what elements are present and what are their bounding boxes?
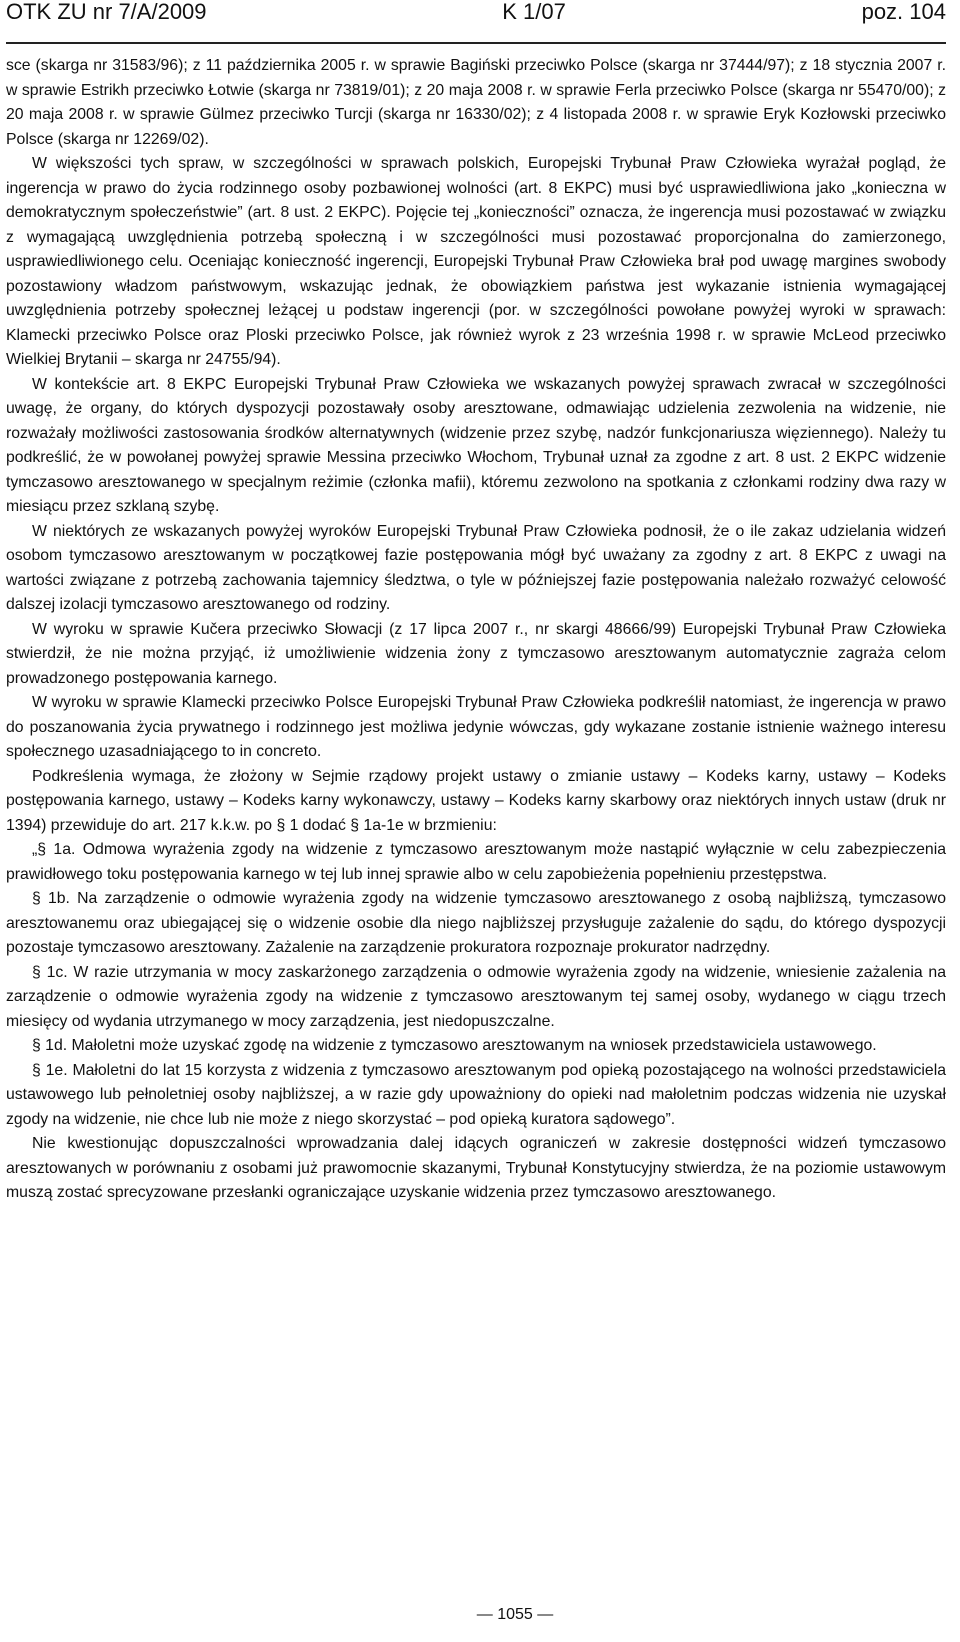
paragraph: sce (skarga nr 31583/96); z 11 października 2005 r. w sprawie Bagiński przeciwko Polsce (skarga nr 37444/97); z 18 stycznia 2007 r. w sprawie Estrikh przeciwko Łotwie (skarga nr 73819/01); z 20 maja 2008 r. w sprawie Ferla przeciwko Polsce (skarga nr 55470/00); z 20 maja 2008 r. w sprawie Gülmez przeciwko Turcji (skarga nr 16330/02); z 4 listopada 2008 r. w sprawie Eryk Kozłowski przeciwko Polsce (skarga nr 12269/02).: [6, 57, 946, 148]
paragraph: § 1d. Małoletni może uzyskać zgodę na widzenie z tymczasowo aresztowanym na wniosek przedstawiciela ustawowego.: [32, 1037, 877, 1054]
paragraph: § 1e. Małoletni do lat 15 korzysta z widzenia z tymczasowo aresztowanym pod opieką pozostającego na wolności przedstawiciela ustawowego lub pełnoletniej osoby najbliższej, a w razie gdy upoważniony do opieki nad małoletnim podczas widzenia nie uzyskał zgody na widzenie, nie chce lub nie może z niego skorzystać – pod opieką kuratora sądowego”.: [6, 1061, 946, 1128]
journal-reference: OTK ZU nr 7/A/2009: [6, 0, 207, 24]
paragraph: W większości tych spraw, w szczególności w sprawach polskich, Europejski Trybunał Praw Człowieka wyrażał pogląd, że ingerencja w prawo do życia rodzinnego osoby pozbawionej wolności (art. 8 EKPC) musi być usprawiedliwiona jako „konieczna w demokratycznym społeczeństwie” (art. 8 ust. 2 EKPC). Pojęcie tej „konieczności” oznacza, że ingerencja musi pozostawać w związku z wymagającą uwzględnienia potrzebą społeczną i w szczególności musi pozostawać proporcjonalna do zamierzonego, usprawiedliwionego celu. Oceniając konieczność ingerencji, Europejski Trybunał Praw Człowieka brał pod uwagę margines swobody pozostawiony władzom państwowym, wskazując jednak, że obowiązkiem państwa jest wykazanie istnienia wymagającej uwzględnienia potrzeby społecznej leżącej u podstaw ingerencji (por. w szczególności powołane powyżej wyroki w sprawach: Klamecki przeciwko Polsce oraz Ploski przeciwko Polsce, jak również wyrok z 23 września 1998 r. w sprawie McLeod przeciwko Wielkiej Brytanii – skarga nr 24755/94).: [6, 155, 946, 368]
position-number: poz. 104: [861, 0, 946, 24]
page-header: [6, 0, 946, 44]
paragraph: W niektórych ze wskazanych powyżej wyroków Europejski Trybunał Praw Człowieka podnosił, że o ile zakaz udzielania widzeń osobom tymczasowo aresztowanym w początkowej fazie postępowania mógł być uważany za zgodny z art. 8 EKPC z uwagi na wartości związane z potrzebą zachowania tajemnicy śledztwa, o tyle w późniejszej fazie postępowania należało rozważyć celowość dalszej izolacji tymczasowo aresztowanego od rodziny.: [6, 522, 946, 613]
paragraph: W wyroku w sprawie Klamecki przeciwko Polsce Europejski Trybunał Praw Człowieka podkreślił natomiast, że ingerencja w prawo do poszanowania życia prywatnego i rodzinnego jest możliwa jedynie wówczas, gdy wykazane zostanie istnienie ważnego interesu społecznego uzasadniającego to in concreto.: [6, 694, 946, 760]
document-body: [6, 54, 946, 1206]
page-number: — 1055 —: [476, 1606, 554, 1623]
paragraph: § 1b. Na zarządzenie o odmowie wyrażenia zgody na widzenie tymczasowo aresztowanego z osobą najbliższą, tymczasowo aresztowanemu oraz ubiegającej się o widzenie osobie dla niego najbliższej przysługuje zażalenie do sądu, do którego dyspozycji pozostaje tymczasowo aresztowany. Zażalenie na zarządzenie prokuratora rozpoznaje prokurator nadrzędny.: [6, 890, 946, 956]
case-number: K 1/07: [502, 0, 566, 24]
paragraph: § 1c. W razie utrzymania w mocy zaskarżonego zarządzenia o odmowie wyrażenia zgody na widzenie, wniesienie zażalenia na zarządzenie o odmowie wyrażenia zgody na widzenie z tymczasowo aresztowanym tej samej osoby, wydanego w ciągu trzech miesięcy od wydania utrzymanego w mocy zarządzenia, jest niedopuszczalne.: [6, 963, 946, 1030]
paragraph: Nie kwestionując dopuszczalności wprowadzania dalej idących ograniczeń w zakresie dostępności widzeń tymczasowo aresztowanych w porównaniu z osobami już prawomocnie skazanymi, Trybunał Konstytucyjny stwierdza, że na poziomie ustawowym muszą zostać sprecyzowane przesłanki ograniczające uzyskanie widzenia przez tymczasowo aresztowanego.: [6, 1135, 946, 1201]
paragraph: „§ 1a. Odmowa wyrażenia zgody na widzenie z tymczasowo aresztowanym może nastąpić wyłącznie w celu zabezpieczenia prawidłowego toku postępowania karnego w tej lub innej sprawie albo w celu zapobieżenia popełnieniu przestępstwa.: [6, 841, 946, 883]
paragraph: Podkreślenia wymaga, że złożony w Sejmie rządowy projekt ustawy o zmianie ustawy – Kodeks karny, ustawy – Kodeks postępowania karnego, ustawy – Kodeks karny wykonawczy, ustawy – Kodeks karny skarbowy oraz niektórych innych ustaw (druk nr 1394) przewiduje do art. 217 k.k.w. po § 1 dodać § 1a-1e w brzmieniu:: [6, 767, 946, 834]
paragraph: W kontekście art. 8 EKPC Europejski Trybunał Praw Człowieka we wskazanych powyżej sprawach zwracał w szczególności uwagę, że organy, do których dyspozycji pozostawały osoby aresztowane, odmawiając udzielenia zezwolenia na widzenie, nie rozważały możliwości zastosowania środków alternatywnych (widzenie przez szybę, nadzór funkcjonariusza więziennego). Należy tu podkreślić, że w powołanej powyżej sprawie Messina przeciwko Włochom, Trybunał uznał za zgodne z art. 8 ust. 2 EKPC widzenie tymczasowo aresztowanego w specjalnym reżimie (członka mafii), któremu zezwolono na spotkania z członkami rodziny dwa razy w miesiącu przez szklaną szybę.: [6, 375, 946, 515]
paragraph: W wyroku w sprawie Kučera przeciwko Słowacji (z 17 lipca 2007 r., nr skargi 48666/99) Europejski Trybunał Praw Człowieka stwierdził, że nie można przyjąć, iż umożliwienie widzenia żony z tymczasowo aresztowanym automatycznie zagraża celom prowadzonego postępowania karnego.: [6, 620, 946, 687]
page-footer: [0, 1606, 960, 1624]
